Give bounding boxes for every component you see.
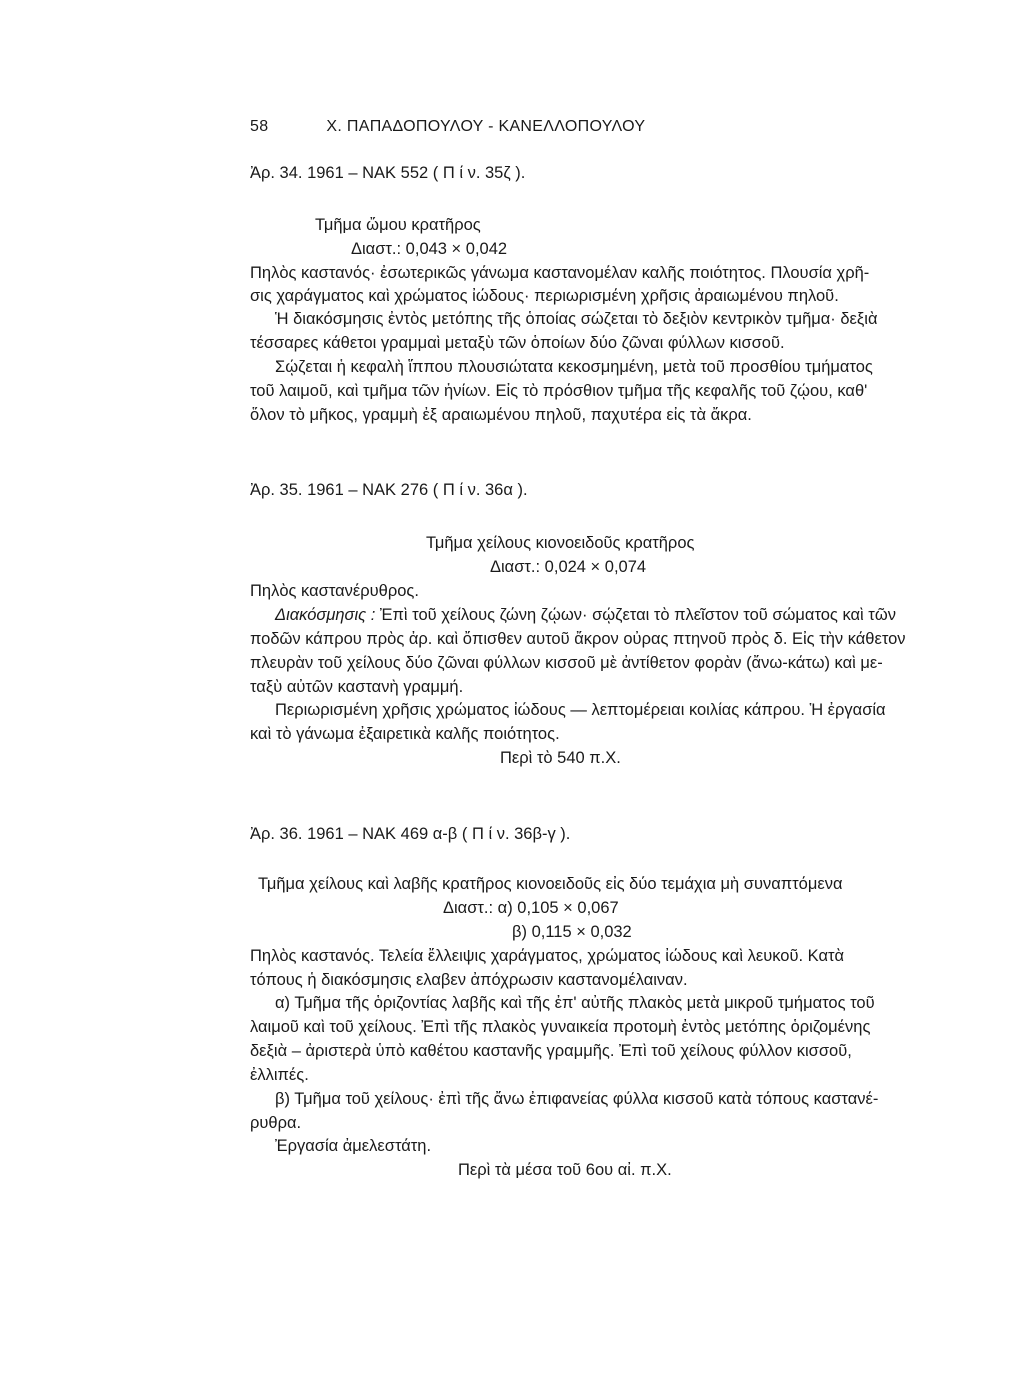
entry-heading: Ἀρ. 34. 1961 – ΝΑΚ 552 ( Π ί ν. 35ζ ). xyxy=(250,164,526,182)
entry-text-line: Σῴζεται ἡ κεφαλὴ ἵππου πλουσιώτατα κεκοσμημένη, μετὰ τοῦ προσθίου τμήματος xyxy=(275,358,873,376)
entry-dimensions: Διαστ.: 0,043 × 0,042 xyxy=(351,240,508,258)
entry-text-line: Ἐργασία ἀμελεστάτη. xyxy=(275,1137,432,1155)
decoration-text: Ἐπὶ τοῦ χείλους ζώνη ζῴων· σῴζεται τὸ πλεῖστον τοῦ σώματος καὶ τῶν xyxy=(375,606,896,624)
entry-text-line: Περιωρισμένη χρῆσις χρώματος ἰώδους — λεπτομέρειαι κοιλίας κάπρου. Ἡ ἐργασία xyxy=(275,701,886,719)
entry-text-line: σις χαράγματος καὶ χρώματος ἰώδους· περιωρισμένη χρῆσις ἀραιωμένου πηλοῦ. xyxy=(250,287,839,305)
page-number: 58 xyxy=(250,118,269,135)
entry-text-line: ὅλον τὸ μῆκος, γραμμὴ ἐξ αραιωμένου πηλοῦ, παχυτέρα εἰς τὰ ἄκρα. xyxy=(250,406,752,424)
entry-text-line: τοῦ λαιμοῦ, καὶ τμῆμα τῶν ἡνίων. Εἰς τὸ πρόσθιον τμῆμα τῆς κεφαλῆς τοῦ ζῴου, καθ' xyxy=(250,382,868,400)
entry-text-line: ρυθρα. xyxy=(250,1114,302,1132)
entry-text-line: καὶ τὸ γάνωμα ἐξαιρετικὰ καλῆς ποιότητος. xyxy=(250,725,560,743)
running-header xyxy=(250,115,926,139)
entry-text-line: β) Τμῆμα τοῦ χείλους· ἐπὶ τῆς ἄνω ἐπιφανείας φύλλα κισσοῦ κατὰ τόπους καστανέ- xyxy=(275,1090,879,1108)
entry-material: Πηλὸς καστανέρυθρος. xyxy=(250,582,419,600)
entry-heading: Ἀρ. 36. 1961 – ΝΑΚ 469 α-β ( Π ί ν. 36β-γ ). xyxy=(250,825,571,843)
entry-text-line: Ἡ διακόσμησις ἐντὸς μετόπης τῆς ὁποίας σώζεται τὸ δεξιὸν κεντρικὸν τμῆμα· δεξιὰ xyxy=(275,310,878,328)
entry-dimensions: Διαστ.: 0,024 × 0,074 xyxy=(490,558,647,576)
entry-dimensions: β) 0,115 × 0,032 xyxy=(512,923,632,941)
running-title: Χ. ΠΑΠΑΔΟΠΟΥΛΟΥ - ΚΑΝΕΛΛΟΠΟΥΛΟΥ xyxy=(326,118,646,135)
entry-title: Τμῆμα χείλους κιονοειδοῦς κρατῆρος xyxy=(426,534,695,552)
entry-date: Περὶ τὸ 540 π.Χ. xyxy=(500,749,621,767)
entry-text-line: Πηλὸς καστανός· ἐσωτερικῶς γάνωμα καστανομέλαν καλῆς ποιότητος. Πλουσία χρῆ- xyxy=(250,264,870,282)
decoration-label: Διακόσμησις : xyxy=(275,606,376,624)
entry-title: Τμῆμα χείλους καὶ λαβῆς κρατῆρος κιονοειδοῦς εἰς δύο τεμάχια μὴ συναπτόμενα xyxy=(258,875,843,893)
entry-text-line: ἐλλιπές. xyxy=(250,1066,309,1084)
entry-text-line: α) Τμῆμα τῆς ὁριζοντίας λαβῆς καὶ τῆς ἐπ' αὐτῆς πλακὸς μετὰ μικροῦ τμήματος τοῦ xyxy=(275,994,875,1012)
entry-text-line: ταξὺ αὐτῶν καστανὴ γραμμή. xyxy=(250,678,464,696)
entry-text-line: δεξιὰ – ἀριστερὰ ὑπὸ καθέτου καστανῆς γραμμῆς. Ἐπὶ τοῦ χείλους φύλλον κισσοῦ, xyxy=(250,1042,852,1060)
entry-text-line: τόπους ἡ διακόσμησις ελαβεν ἀπόχρωσιν καστανομέλαιναν. xyxy=(250,971,688,989)
entry-text-line: ποδῶν κάπρου πρὸς ἀρ. καὶ ὄπισθεν αυτοῦ ἄκρον οὐρας πτηνοῦ πρὸς δ. Εἰς τὴν κάθετον xyxy=(250,630,906,648)
entry-text-line: λαιμοῦ καὶ τοῦ χείλους. Ἐπὶ τῆς πλακὸς γυναικεία προτομὴ ἐντὸς μετόπης ὁριζομένης xyxy=(250,1018,871,1036)
entry-date: Περὶ τὰ μέσα τοῦ 6ου αἰ. π.Χ. xyxy=(458,1161,672,1179)
entry-text-line: πλευρὰν τοῦ χείλους δύο ζῶναι φύλλων κισσοῦ μὲ ἀντίθετον φορὰν (ἄνω-κάτω) καὶ με- xyxy=(250,654,883,672)
entry-dimensions: Διαστ.: α) 0,105 × 0,067 xyxy=(443,899,619,917)
entry-text-line: τέσσαρες κάθετοι γραμμαὶ μεταξὺ τῶν ὁποίων δύο ζῶναι φύλλων κισσοῦ. xyxy=(250,334,785,352)
entry-text-line xyxy=(250,603,951,627)
entry-heading: Ἀρ. 35. 1961 – ΝΑΚ 276 ( Π ί ν. 36α ). xyxy=(250,481,528,499)
entry-title: Τμῆμα ὤμου κρατῆρος xyxy=(315,216,481,234)
entry-text-line: Πηλὸς καστανός. Τελεία ἔλλειψις χαράγματος, χρώματος ἰώδους καὶ λευκοῦ. Κατὰ xyxy=(250,947,845,965)
